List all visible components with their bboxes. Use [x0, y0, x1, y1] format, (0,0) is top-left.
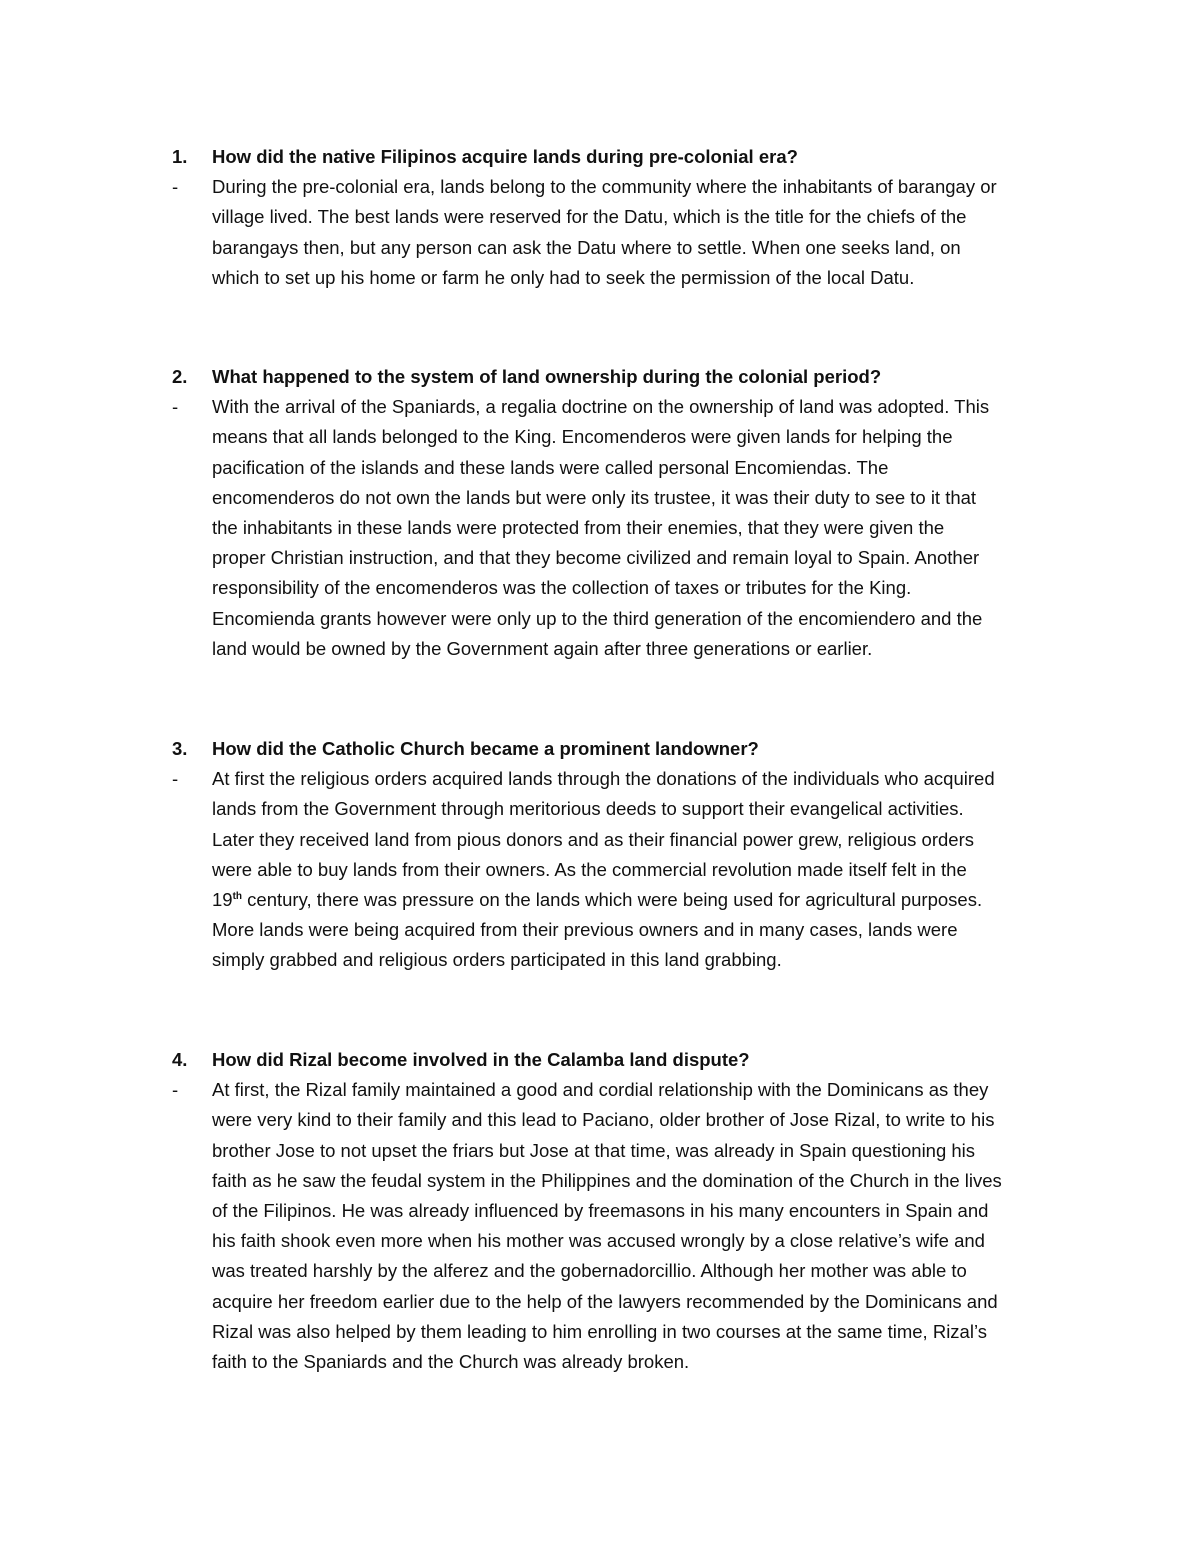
question-block-2	[172, 362, 1072, 664]
answer-block	[172, 1075, 1072, 1377]
question-heading	[172, 142, 1072, 172]
question-text: What happened to the system of land ownership during the colonial period?	[212, 366, 882, 387]
answer-text	[212, 1075, 1072, 1377]
answer-line: were able to buy lands from their owners. As the commercial revolution made itself felt in the	[212, 858, 967, 880]
answer-line: proper Christian instruction, and that they become civilized and remain loyal to Spain. Another	[212, 547, 980, 569]
answer-line: was treated harshly by the alferez and the gobernadorcillio. Although her mother was able to	[212, 1260, 967, 1282]
answer-line: simply grabbed and religious orders participated in this land grabbing.	[212, 949, 782, 971]
answer-block	[172, 764, 1072, 975]
century-rest: century, there was pressure on the lands which were being used for agricultural purposes.	[242, 888, 983, 910]
answer-line: lands from the Government through meritorious deeds to support their evangelical activities.	[212, 798, 964, 820]
answer-text	[212, 392, 1072, 664]
question-number: 1.	[172, 146, 188, 167]
answer-bullet: -	[172, 176, 179, 198]
question-heading	[172, 734, 1072, 764]
answer-block	[172, 392, 1072, 664]
century-suffix: th	[232, 890, 243, 902]
answer-line: his faith shook even more when his mother was accused wrongly by a close relative’s wife and	[212, 1230, 985, 1252]
answer-line: land would be owned by the Government again after three generations or earlier.	[212, 637, 873, 659]
answer-line: responsibility of the encomenderos was the collection of taxes or tributes for the King.	[212, 577, 912, 599]
answer-line: Rizal was also helped by them leading to him enrolling in two courses at the same time, Rizal’s	[212, 1320, 987, 1342]
answer-line: means that all lands belonged to the King. Encomenderos were given lands for helping the	[212, 426, 953, 448]
question-text: How did the Catholic Church became a prominent landowner?	[212, 738, 759, 759]
answer-line: Encomienda grants however were only up to the third generation of the encomiendero and the	[212, 607, 983, 629]
answer-line: which to set up his home or farm he only had to seek the permission of the local Datu.	[212, 266, 915, 288]
question-heading	[172, 362, 1072, 392]
question-text: How did the native Filipinos acquire lands during pre-colonial era?	[212, 146, 798, 167]
answer-line: pacification of the islands and these lands were called personal Encomiendas. The	[212, 456, 889, 478]
answer-line: acquire her freedom earlier due to the help of the lawyers recommended by the Dominicans and	[212, 1290, 998, 1312]
question-text: How did Rizal become involved in the Calamba land dispute?	[212, 1049, 750, 1070]
answer-line: During the pre-colonial era, lands belong to the community where the inhabitants of barangay or	[212, 176, 997, 198]
answer-line: faith as he saw the feudal system in the Philippines and the domination of the Church in the lives	[212, 1169, 1002, 1191]
answer-line: brother Jose to not upset the friars but Jose at that time, was already in Spain questioning his	[212, 1139, 976, 1161]
question-number: 4.	[172, 1049, 188, 1070]
answer-block	[172, 172, 1072, 293]
answer-line: At first the religious orders acquired lands through the donations of the individuals who acquired	[212, 768, 995, 790]
answer-bullet: -	[172, 768, 179, 790]
question-number: 3.	[172, 738, 188, 759]
answer-line: of the Filipinos. He was already influenced by freemasons in his many encounters in Spain and	[212, 1199, 989, 1221]
answer-line: With the arrival of the Spaniards, a regalia doctrine on the ownership of land was adopted. This	[212, 396, 990, 418]
answer-line: faith to the Spaniards and the Church was already broken.	[212, 1350, 690, 1372]
question-heading	[172, 1045, 1072, 1075]
answer-line-century	[212, 885, 1072, 915]
answer-line: the inhabitants in these lands were protected from their enemies, that they were given the	[212, 516, 945, 538]
century-number: 19	[212, 888, 233, 910]
answer-line: were very kind to their family and this lead to Paciano, older brother of Jose Rizal, to write to his	[212, 1109, 995, 1131]
answer-line: encomenderos do not own the lands but were only its trustee, it was their duty to see to it that	[212, 486, 977, 508]
answer-bullet: -	[172, 1079, 179, 1101]
answer-line: barangays then, but any person can ask the Datu where to settle. When one seeks land, on	[212, 236, 961, 258]
answer-text	[212, 764, 1072, 975]
question-block-1	[172, 142, 1072, 293]
answer-line: More lands were being acquired from their previous owners and in many cases, lands were	[212, 919, 958, 941]
question-block-4	[172, 1045, 1072, 1377]
answer-line: At first, the Rizal family maintained a good and cordial relationship with the Dominicans as they	[212, 1079, 989, 1101]
answer-line: Later they received land from pious donors and as their financial power grew, religious orders	[212, 828, 974, 850]
question-number: 2.	[172, 366, 188, 387]
question-block-3	[172, 734, 1072, 976]
answer-text	[212, 172, 1072, 293]
answer-line: village lived. The best lands were reserved for the Datu, which is the title for the chiefs of the	[212, 206, 967, 228]
answer-bullet: -	[172, 396, 179, 418]
